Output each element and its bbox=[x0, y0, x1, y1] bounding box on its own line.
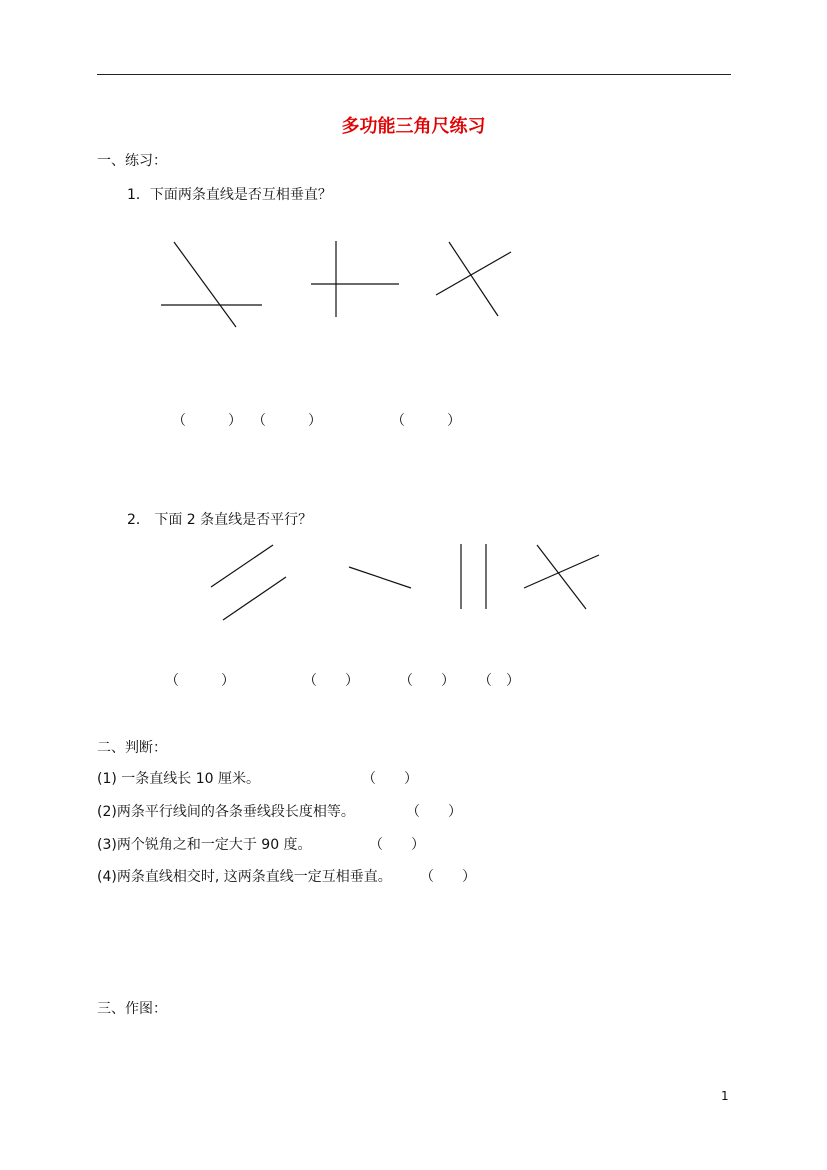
question-1: 1．下面两条直线是否互相垂直？ bbox=[127, 187, 332, 203]
q2-figure-4 bbox=[524, 545, 599, 609]
q1-answer-3[interactable]: （ ） bbox=[391, 413, 461, 429]
page-title: 多功能三角尺练习 bbox=[341, 116, 486, 137]
q2-answer-2[interactable]: （ ） bbox=[303, 673, 359, 689]
section-3-heading: 三、作图： bbox=[97, 1001, 167, 1017]
section-2-heading: 二、判断： bbox=[97, 740, 167, 756]
q2-f1-line-a bbox=[211, 545, 273, 587]
q2-figure-1 bbox=[211, 545, 286, 620]
q1-answer-2[interactable]: （ ） bbox=[252, 413, 322, 429]
q2-figure-2 bbox=[349, 567, 411, 588]
judge-item-2-blank[interactable]: （ ） bbox=[406, 804, 462, 820]
q1-figure-1 bbox=[161, 242, 262, 327]
judge-item-3-blank[interactable]: （ ） bbox=[369, 837, 425, 853]
q2-f4-line-a bbox=[537, 545, 586, 609]
judge-item-2: (2)两条平行线间的各条垂线段长度相等。 bbox=[97, 804, 355, 820]
q2-figure-3 bbox=[461, 544, 486, 609]
q1-answer-1[interactable]: （ ） bbox=[172, 413, 242, 429]
q2-answer-4[interactable]: （ ） bbox=[478, 673, 520, 689]
judge-item-1-blank[interactable]: （ ） bbox=[362, 771, 418, 787]
judge-item-4: (4)两条直线相交时, 这两条直线一定互相垂直。 bbox=[97, 869, 392, 885]
q2-f1-line-b bbox=[223, 577, 286, 620]
q1-f1-line-a bbox=[174, 242, 236, 327]
question-2: 2． 下面 2 条直线是否平行？ bbox=[127, 512, 313, 528]
q2-answer-1[interactable]: （ ） bbox=[165, 673, 235, 689]
q1-figure-2 bbox=[311, 241, 399, 317]
q2-answer-3[interactable]: （ ） bbox=[399, 673, 455, 689]
judge-item-4-blank[interactable]: （ ） bbox=[420, 869, 476, 885]
judge-item-3: (3)两个锐角之和一定大于 90 度。 bbox=[97, 837, 312, 853]
page-number: 1 bbox=[721, 1089, 729, 1103]
q2-f2-line-a bbox=[349, 567, 411, 588]
section-1-heading: 一、练习： bbox=[97, 153, 167, 169]
q1-f3-line-b bbox=[436, 252, 511, 295]
judge-item-1: (1) 一条直线长 10 厘米。 bbox=[97, 771, 260, 787]
q1-f3-line-a bbox=[449, 242, 498, 316]
q1-figure-3 bbox=[436, 242, 511, 316]
q2-f4-line-b bbox=[524, 555, 599, 588]
